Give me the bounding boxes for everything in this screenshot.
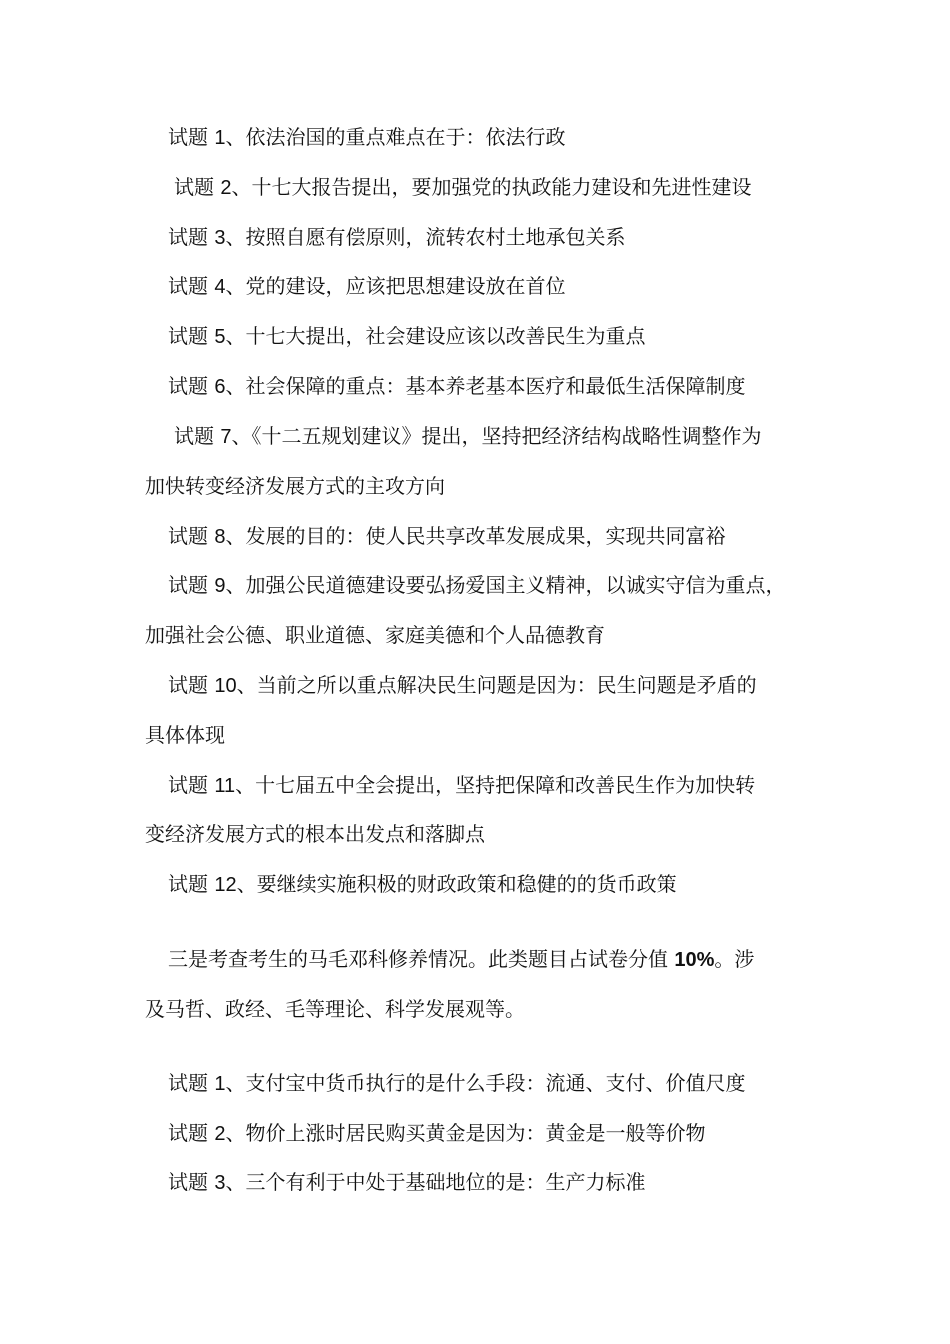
question-continuation xyxy=(145,621,605,649)
question-number: 4 xyxy=(214,276,226,298)
question-number: 6 xyxy=(214,376,226,398)
question-prefix: 试题 xyxy=(174,424,221,448)
question-prefix: 试题 xyxy=(168,872,215,896)
question-prefix: 试题 xyxy=(168,324,215,348)
question-number: 3 xyxy=(214,1172,226,1194)
question-text: 、三个有利于中处于基础地位的是：生产力标准 xyxy=(225,1170,646,1194)
question-line xyxy=(168,771,755,799)
question-prefix: 试题 xyxy=(168,125,215,149)
question-number: 2 xyxy=(220,177,232,199)
question-text: 、党的建设，应该把思想建设放在首位 xyxy=(225,274,566,298)
question-prefix: 试题 xyxy=(168,1071,215,1095)
question-text-cont: 加强社会公德、职业道德、家庭美德和个人品德教育 xyxy=(145,623,605,647)
question-text: 、发展的目的：使人民共享改革发展成果，实现共同富裕 xyxy=(225,524,726,548)
question-line xyxy=(168,870,677,898)
question-continuation xyxy=(145,820,485,848)
question-prefix: 试题 xyxy=(168,225,215,249)
question-prefix: 试题 xyxy=(168,573,215,597)
question-number: 1 xyxy=(214,1073,226,1095)
question-text: 、要继续实施积极的财政政策和稳健的的货币政策 xyxy=(236,872,677,896)
question-number: 1 xyxy=(214,127,226,149)
question-line xyxy=(168,571,785,599)
question-prefix: 试题 xyxy=(174,175,221,199)
question-text: 、十七大报告提出，要加强党的执政能力建设和先进性建设 xyxy=(231,175,752,199)
question-prefix: 试题 xyxy=(168,673,215,697)
question-number: 10 xyxy=(214,675,237,697)
question-prefix: 试题 xyxy=(168,274,215,298)
question-number: 7 xyxy=(220,426,232,448)
question-line xyxy=(168,223,625,251)
question-text: 、当前之所以重点解决民生问题是因为：民生问题是矛盾的 xyxy=(236,673,757,697)
question-text-cont: 变经济发展方式的根本出发点和落脚点 xyxy=(145,822,485,846)
question-number: 5 xyxy=(214,326,226,348)
question-number: 9 xyxy=(214,575,226,597)
section-intro-line xyxy=(145,995,525,1023)
question-prefix: 试题 xyxy=(168,773,215,797)
question-text-cont: 加快转变经济发展方式的主攻方向 xyxy=(145,474,445,498)
question-line xyxy=(168,123,565,151)
question-line xyxy=(174,422,761,450)
section-intro-text: 。涉 xyxy=(714,947,755,971)
question-line xyxy=(174,173,751,201)
question-text: 、按照自愿有偿原则，流转农村土地承包关系 xyxy=(225,225,626,249)
question-number: 12 xyxy=(214,874,237,896)
question-line xyxy=(168,1119,705,1147)
question-line xyxy=(168,671,757,699)
question-text: 、十七大提出，社会建设应该以改善民生为重点 xyxy=(225,324,646,348)
question-text: 、支付宝中货币执行的是什么手段：流通、支付、价值尺度 xyxy=(225,1071,746,1095)
question-line xyxy=(168,1069,745,1097)
question-line xyxy=(168,272,565,300)
question-prefix: 试题 xyxy=(168,1170,215,1194)
question-text: 、物价上涨时居民购买黄金是因为：黄金是一般等价物 xyxy=(225,1121,706,1145)
question-number: 3 xyxy=(214,227,226,249)
question-line xyxy=(168,322,645,350)
question-continuation xyxy=(145,721,225,749)
question-prefix: 试题 xyxy=(168,1121,215,1145)
question-text: 、十七届五中全会提出，坚持把保障和改善民生作为加快转 xyxy=(235,773,756,797)
section-intro-text: 三是考查考生的马毛邓科修养情况。此类题目占试卷分值 xyxy=(168,947,675,971)
section-intro-line xyxy=(168,945,754,973)
question-text: 、加强公民道德建设要弘扬爱国主义精神，以诚实守信为重点， xyxy=(225,573,786,597)
question-prefix: 试题 xyxy=(168,524,215,548)
question-text: 、社会保障的重点：基本养老基本医疗和最低生活保障制度 xyxy=(225,374,746,398)
section-intro-text: 及马哲、政经、毛等理论、科学发展观等。 xyxy=(145,997,525,1021)
question-number: 8 xyxy=(214,526,226,548)
question-prefix: 试题 xyxy=(168,374,215,398)
section-intro-percent: 10% xyxy=(674,949,715,971)
question-line xyxy=(168,372,745,400)
question-line xyxy=(168,522,725,550)
question-number: 2 xyxy=(214,1123,226,1145)
question-number: 11 xyxy=(214,775,236,797)
question-text: 、依法治国的重点难点在于：依法行政 xyxy=(225,125,566,149)
question-line xyxy=(168,1168,645,1196)
question-continuation xyxy=(145,472,445,500)
question-text-cont: 具体体现 xyxy=(145,723,225,747)
question-text: 、《十二五规划建议》提出，坚持把经济结构战略性调整作为 xyxy=(231,424,762,448)
